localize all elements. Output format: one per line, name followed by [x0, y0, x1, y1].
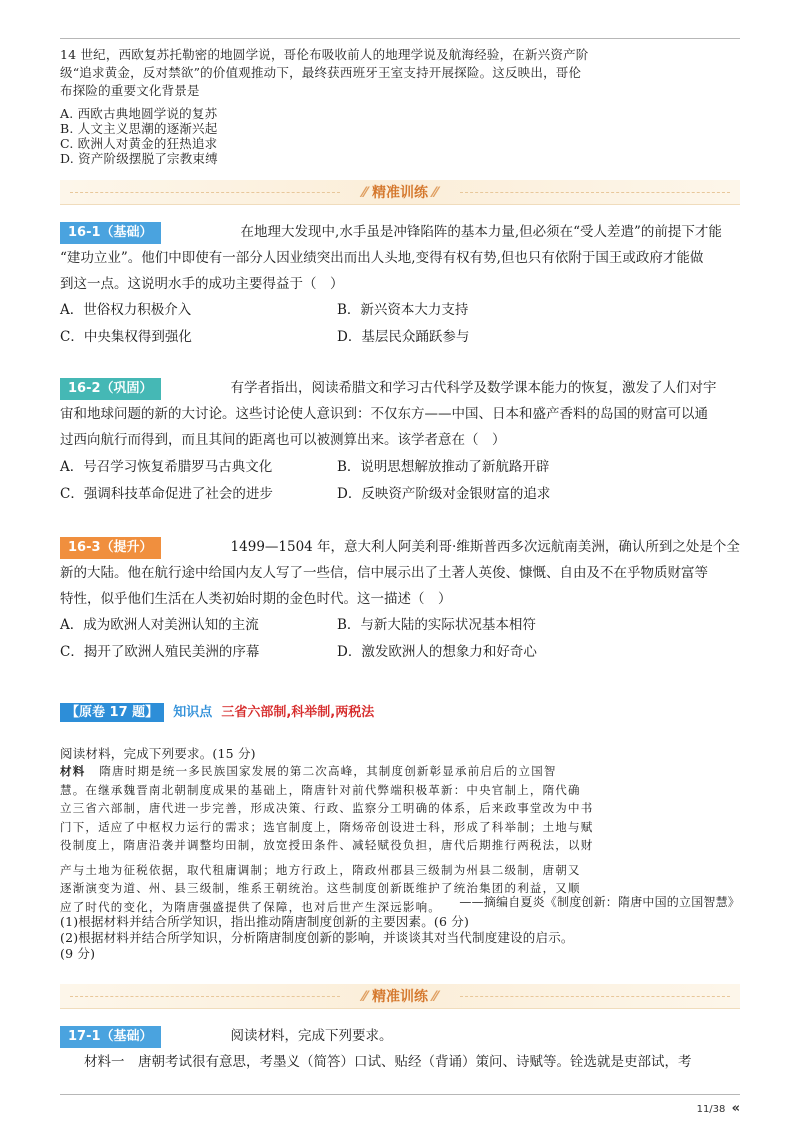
- difficulty-tag: 16-3（提升）: [60, 537, 161, 559]
- q14-options: [60, 106, 460, 166]
- option-b[interactable]: B．说明思想解放推动了新航路开辟: [337, 459, 550, 475]
- question-text: 宙和地球问题的新的大讨论。这些讨论使人意识到：不仅东方——中国、日本和盛产香料的岛国的财富可以通: [60, 406, 708, 422]
- banner-title-text: 精准训练: [372, 989, 428, 1005]
- question-text: 新的大陆。他在航行途中给国内友人写了一些信，信中展示出了土著人英俊、慷慨、自由及不在乎物质财富等: [60, 565, 708, 581]
- material-line: 立三省六部制，唐代进一步完善，形成决策、行政、监察分工明确的体系，后来政事堂改为中书: [60, 801, 594, 815]
- question-17-1: [60, 1023, 750, 1075]
- material-label: 材料: [60, 764, 86, 778]
- knowledge-point-label: 知识点: [173, 705, 213, 720]
- banner-title: [60, 182, 740, 202]
- material-source: ——摘编自夏炎《制度创新：隋唐中国的立国智慧》: [459, 895, 740, 909]
- q14-option: B. 人文主义思潮的逐渐兴起: [60, 121, 218, 136]
- question-text: 有学者指出，阅读希腊文和学习古代科学及数学课本能力的恢复，激发了人们对宇: [230, 380, 717, 396]
- question-16-1: [60, 219, 750, 297]
- question-text: 材料一 唐朝考试很有意思，考墨义（简答）口试、贴经（背诵）策问、诗赋等。铨选就是吏部试，考: [84, 1054, 692, 1070]
- option-b[interactable]: B．与新大陆的实际状况基本相符: [337, 617, 536, 633]
- option-a[interactable]: A．成为欧洲人对美洲认知的主流: [60, 617, 259, 633]
- option-a[interactable]: A．号召学习恢复希腊罗马古典文化: [60, 459, 273, 475]
- header-rule: [60, 38, 740, 39]
- banner-slash-icon: ⁄⁄: [362, 185, 372, 201]
- requirement-1: (1)根据材料并结合所学知识，指出推动隋唐制度创新的主要因素。(6 分): [60, 914, 470, 929]
- banner-slash-icon: ⁄⁄: [428, 185, 438, 201]
- q14-option: C. 欧洲人对黄金的狂热追求: [60, 136, 218, 151]
- option-d[interactable]: D．激发欧洲人的想象力和好奇心: [337, 644, 537, 660]
- question-text: 过西向航行而得到，而且其间的距离也可以被测算出来。该学者意在（ ）: [60, 432, 506, 448]
- material-line: 应了时代的变化，为隋唐强盛提供了保障，也对后世产生深远影响。: [60, 899, 441, 914]
- question-text: 1499—1504 年，意大利人阿美利哥·维斯普西多次远航南美洲，确认所到之处是个全: [230, 539, 740, 555]
- material-line: 逐渐演变为道、州、县三级制，维系王朝统治。这些制度创新既维护了统治集团的利益，又顺: [60, 881, 581, 895]
- option-d[interactable]: D．反映资产阶级对金银财富的追求: [337, 486, 551, 502]
- q17-instruction: 阅读材料，完成下列要求。(15 分): [60, 746, 256, 761]
- question-16-2: [60, 375, 750, 453]
- difficulty-tag: 16-1（基础）: [60, 222, 161, 244]
- question-text: 特性，似乎他们生活在人类初始时期的金色时代。这一描述（ ）: [60, 591, 452, 607]
- q17-header: [60, 700, 374, 724]
- option-c[interactable]: C．揭开了欧洲人殖民美洲的序幕: [60, 644, 260, 660]
- q14-option: A. 西欧古典地圆学说的复苏: [60, 106, 218, 121]
- original-question-label: 【原卷 17 题】: [60, 703, 164, 722]
- banner-slash-icon: ⁄⁄: [428, 989, 438, 1005]
- question-text: 阅读材料，完成下列要求。: [230, 1028, 393, 1044]
- difficulty-tag: 17-1（基础）: [60, 1026, 161, 1048]
- q14-stem-line: 14 世纪，西欧复苏托勒密的地圆学说，哥伦布吸收前人的地理学说及航海经验，在新兴资产阶: [60, 47, 589, 62]
- option-c[interactable]: C．强调科技革命促进了社会的进步: [60, 486, 273, 502]
- material-line: 产与土地为征税依据，取代租庸调制；地方行政上，隋政州郡县三级制为州县二级制，唐朝又: [60, 862, 581, 877]
- q14-stem-line: 级“追求黄金，反对禁欲”的价值观推动下，最终获西班牙王室支持开展探险。这反映出，哥伦: [60, 65, 582, 80]
- question-text: “建功立业”。他们中即使有一部分人因业绩突出而出人头地,变得有权有势,但也只有依附于国王或政府才能做: [60, 250, 704, 266]
- question-text: 在地理大发现中,水手虽是冲锋陷阵的基本力量,但必须在“受人差遣”的前提下才能: [240, 224, 722, 240]
- banner-slash-icon: ⁄⁄: [362, 989, 372, 1005]
- knowledge-point-value: 三省六部制,科举制,两税法: [221, 705, 375, 720]
- q14-option: D. 资产阶级摆脱了宗教束缚: [60, 151, 218, 166]
- option-d[interactable]: D．基层民众踊跃参与: [337, 329, 470, 345]
- material-line: 慧。在继承魏晋南北朝制度成果的基础上，隋唐针对前代弊端积极革新：中央官制上，隋代确: [60, 782, 581, 797]
- q14-stem-line: 布探险的重要文化背景是: [60, 83, 200, 98]
- q14-stem: [60, 46, 740, 100]
- option-b[interactable]: B．新兴资本大力支持: [337, 302, 469, 318]
- banner-title-text: 精准训练: [372, 185, 428, 201]
- q17-requirements: [60, 914, 750, 962]
- option-c[interactable]: C．中央集权得到强化: [60, 329, 192, 345]
- material-line: 隋唐时期是统一多民族国家发展的第二次高峰，其制度创新彰显承前启后的立国智: [99, 764, 557, 778]
- option-a[interactable]: A．世俗权力积极介入: [60, 302, 192, 318]
- requirement-2-score: (9 分): [60, 946, 96, 961]
- material-line: 门下，适应了中枢权力运行的需求；选官制度上，隋炀帝创设进士科，形成了科举制；土地与赋: [60, 819, 594, 834]
- requirement-2: (2)根据材料并结合所学知识，分析隋唐制度创新的影响，并谈谈其对当代制度建设的启示。: [60, 930, 574, 945]
- footer-rule: [60, 1094, 740, 1095]
- material-line: 役制度上，隋唐沿袭并调整均田制，放宽授田条件、减轻赋役负担，唐代后期推行两税法，以财: [60, 838, 594, 852]
- question-text: 到这一点。这说明水手的成功主要得益于（ ）: [60, 276, 344, 292]
- page-footer: [697, 1101, 740, 1116]
- chevron-left-icon: «: [731, 1101, 740, 1116]
- practice-banner: [60, 180, 740, 205]
- difficulty-tag: 16-2（巩固）: [60, 378, 161, 400]
- question-16-3: [60, 534, 750, 612]
- page-number: 11/38: [696, 1104, 726, 1115]
- practice-banner: [60, 984, 740, 1009]
- banner-title: [60, 986, 740, 1006]
